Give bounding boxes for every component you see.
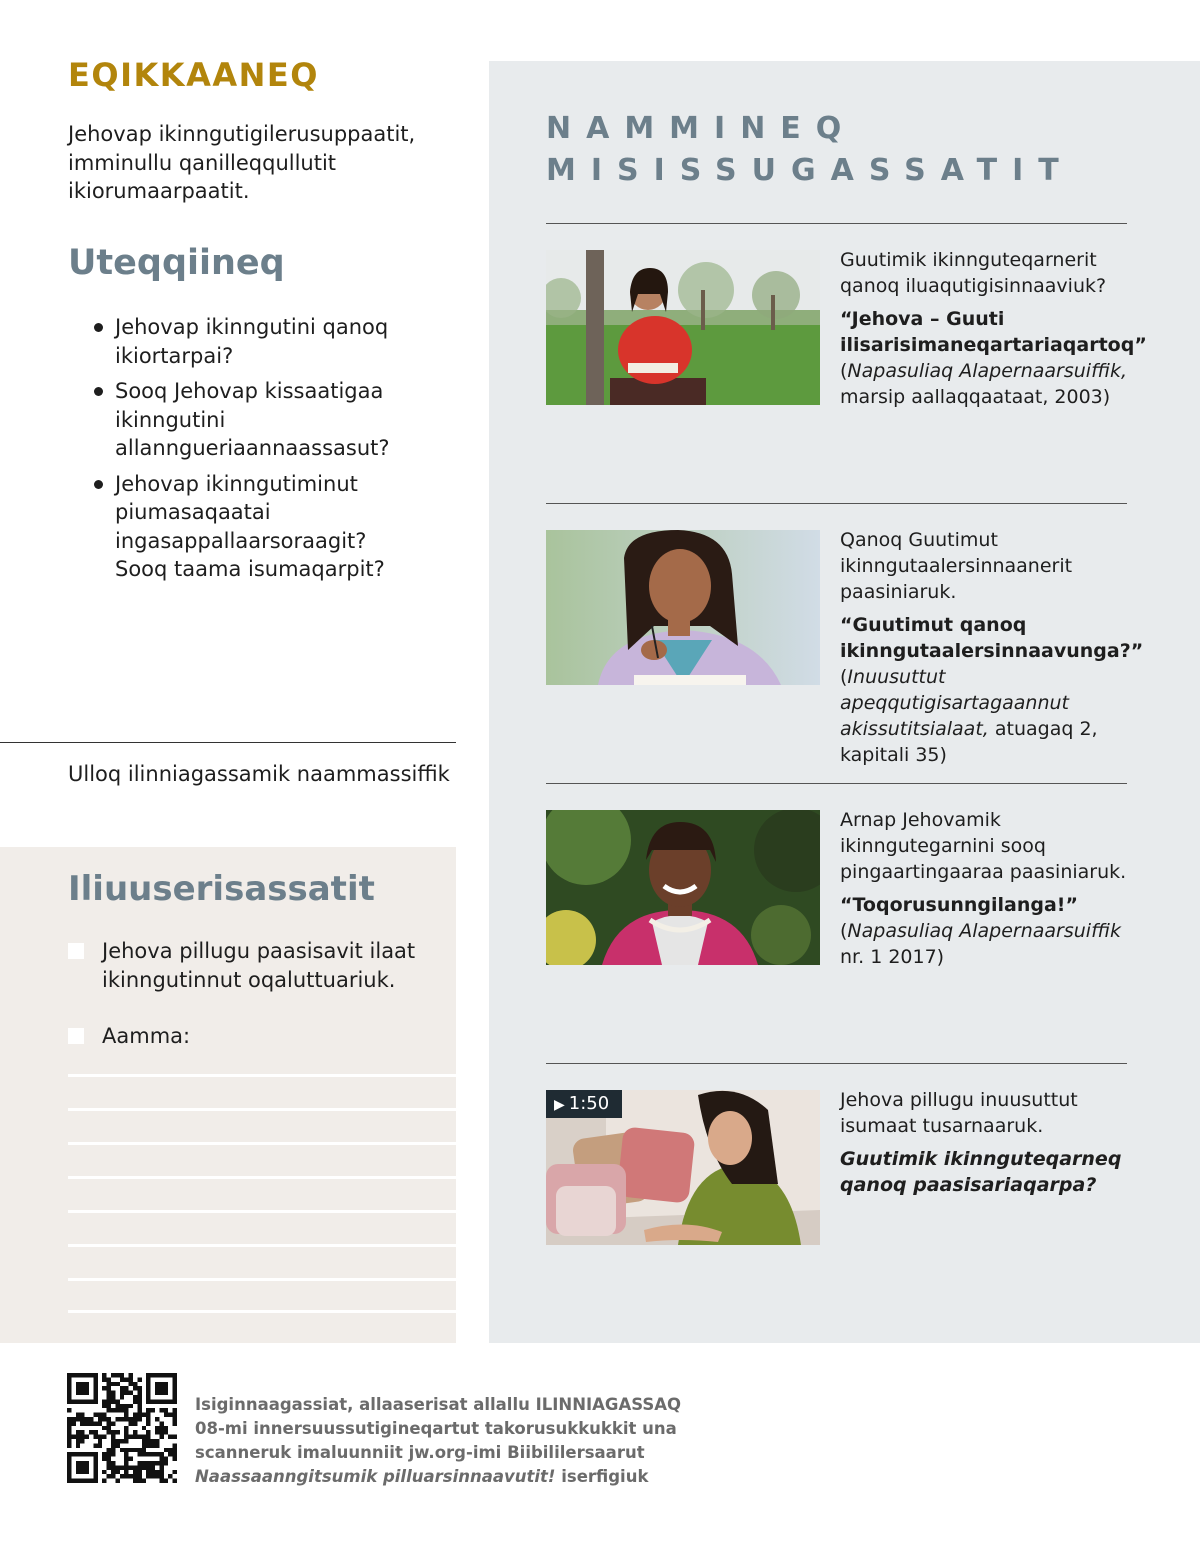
resource-item	[840, 527, 1144, 768]
goal-text: Jehova pillugu paasisavit ilaat ikinngutinnut oqaluttuariuk.	[102, 939, 416, 992]
explore-heading-line: MISISSUGASSATIT	[546, 153, 1074, 188]
source-open: (	[840, 360, 848, 382]
young-woman-reading-photo[interactable]	[546, 530, 820, 685]
write-in-line[interactable]	[68, 1108, 456, 1111]
write-in-line[interactable]	[68, 1278, 456, 1281]
source-open: (	[840, 666, 848, 688]
resource-title-line	[840, 892, 1140, 918]
review-question: Jehovap ikinngutiminut piumasaqaatai ingasappallaarsoraagit? Sooq taama isumaqarpit?	[94, 470, 414, 584]
goal-item	[68, 1022, 428, 1051]
resource-title[interactable]: “Toqorusunngilanga!”	[840, 894, 1078, 916]
divider	[0, 742, 456, 743]
explore-heading-line: NAMMINEQ	[546, 111, 857, 146]
resource-intro: Jehova pillugu inuusuttut isumaat tusarnaaruk.	[840, 1089, 1078, 1137]
young-woman-praying-photo[interactable]	[546, 1090, 820, 1245]
divider	[546, 223, 1127, 224]
resource-intro: Qanoq Guutimut ikinngutaalersinnaanerit paasiniaruk.	[840, 529, 1073, 603]
resource-item	[840, 1087, 1140, 1198]
write-in-line[interactable]	[68, 1176, 456, 1179]
footer-link-title[interactable]: Naassaanngitsumik pilluarsinnaavutit!	[195, 1467, 556, 1486]
goals-heading: Iliuuserisassatit	[68, 869, 375, 909]
resource-intro: Guutimik ikinnguteqarnerit qanoq iluaqutigisinnaaviuk?	[840, 249, 1107, 297]
review-question: Jehovap ikinngutini qanoq ikiortarpai?	[94, 313, 414, 370]
summary-text: Jehovap ikinngutigilerusuppaatit, imminullu qanilleqqullutit ikiorumaarpaatit.	[68, 122, 416, 203]
resource-intro: Arnap Jehovamik ikinngutegarnini sooq pingaartingaaraa paasiniaruk.	[840, 809, 1127, 883]
divider	[546, 503, 1127, 504]
video-title[interactable]: Guutimik ikinnguteqarneq qanoq paasisariaqarpa?	[840, 1148, 1122, 1196]
write-in-line[interactable]	[68, 1210, 456, 1213]
write-in-line[interactable]	[68, 1074, 456, 1077]
summary-heading: EQIKKAANEQ	[68, 56, 319, 94]
resource-source-details: nr. 1 2017)	[840, 946, 945, 968]
source-open: (	[840, 920, 848, 942]
divider	[546, 783, 1127, 784]
footer-text-end: iserfigiuk	[555, 1467, 649, 1486]
resource-source-details: atuagaq 2, kapitali 35)	[840, 718, 1098, 766]
write-in-line[interactable]	[68, 1310, 456, 1313]
footer-text-main: Isiginnaagassiat, allaaserisat allallu ILINNIAGASSAQ 08-mi innersuussutigineqartut takorusukkukkit una scanneruk imaluunniit jw.org-imi Biibililersaarut	[195, 1395, 682, 1462]
review-question-list	[94, 313, 414, 591]
divider	[546, 1063, 1127, 1064]
extra-study-label: Ulloq ilinniagassamik naammassiffik	[68, 762, 450, 786]
goal-text: Aamma:	[102, 1024, 191, 1048]
video-duration: 1:50	[568, 1093, 610, 1114]
resource-source: Inuusuttut apeqqutigisartagaannut akissutitsialaat,	[840, 666, 1069, 740]
goals-panel	[0, 847, 456, 1343]
review-question: Sooq Jehovap kissaatigaa ikinngutini allanngueriaannaassasut?	[94, 377, 414, 463]
goal-checkbox[interactable]	[68, 1028, 84, 1044]
goal-checkbox[interactable]	[68, 943, 84, 959]
woman-in-orchard-photo[interactable]	[546, 250, 820, 405]
write-in-line[interactable]	[68, 1142, 456, 1145]
resource-citation	[840, 918, 1140, 970]
resource-item	[840, 247, 1147, 410]
play-icon[interactable]: ▶	[554, 1097, 565, 1113]
write-in-line[interactable]	[68, 1244, 456, 1247]
review-heading: Uteqqiineq	[68, 243, 285, 283]
resource-title[interactable]: “Guutimut qanoq ikinngutaalersinnaavunga?”	[840, 614, 1144, 662]
resource-citation	[840, 612, 1144, 768]
footer-text	[195, 1393, 715, 1489]
explore-heading	[546, 108, 1106, 192]
qr-code[interactable]	[67, 1373, 177, 1483]
smiling-woman-portrait-photo[interactable]	[546, 810, 820, 965]
resource-source: Napasuliaq Alapernaarsuiffik	[847, 920, 1122, 942]
video-duration-badge[interactable]	[546, 1090, 622, 1118]
resource-source-details: marsip aallaqqaataat, 2003)	[840, 386, 1111, 408]
resource-citation	[840, 306, 1147, 410]
resource-title[interactable]: “Jehova – Guuti ilisarisimaneqartariaqartoq”	[840, 308, 1147, 356]
resource-source: Napasuliaq Alapernaarsuiffik,	[847, 360, 1128, 382]
resource-item	[840, 807, 1140, 970]
goal-item	[68, 937, 428, 994]
